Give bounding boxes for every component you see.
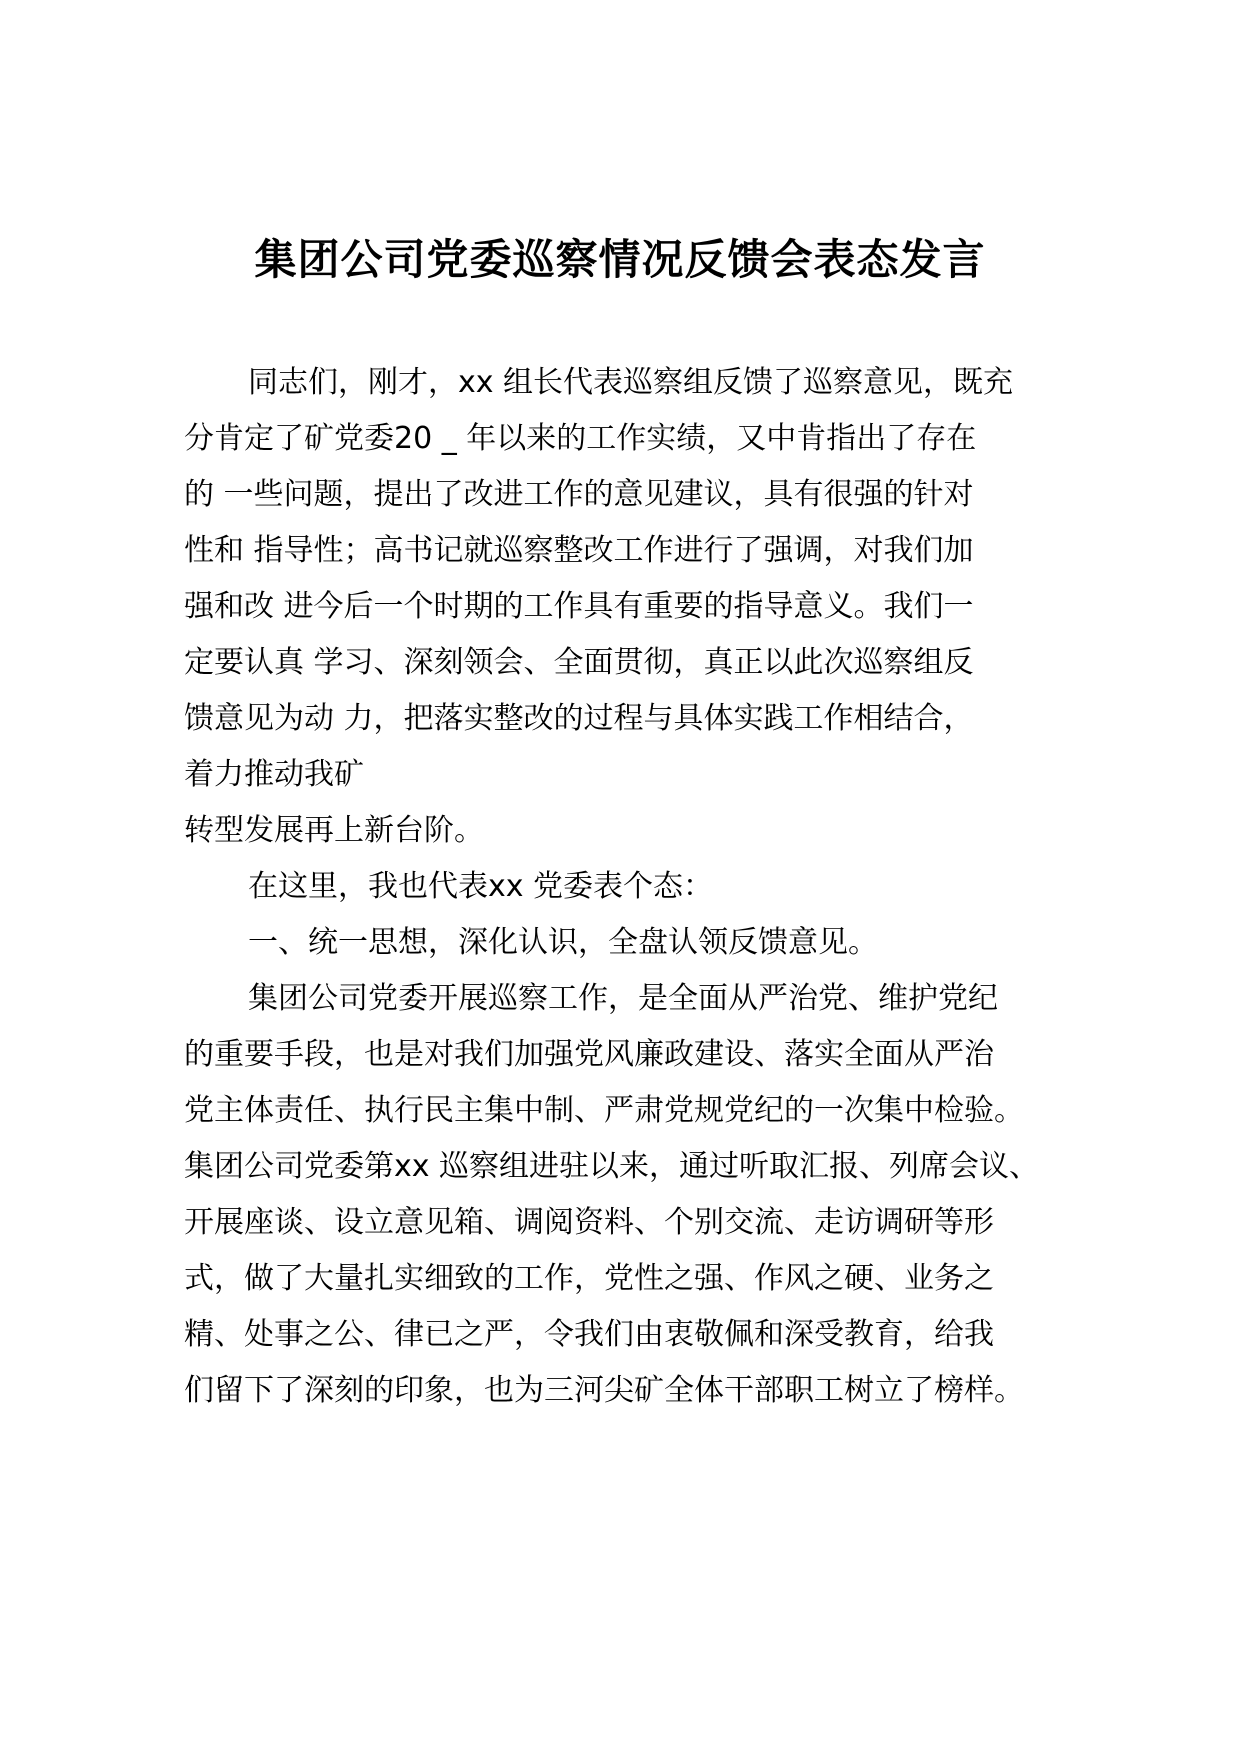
paragraph-line: 的重要手段，也是对我们加强党风廉政建设、落实全面从严治 — [184, 1037, 994, 1072]
paragraph-line: 分肯定了矿党委20 _ 年以来的工作实绩，又中肯指出了存在 — [184, 421, 977, 456]
paragraph-line: 集团公司党委第xx 巡察组进驻以来，通过听取汇报、列席会议、 — [184, 1149, 1040, 1184]
paragraph-line: 式，做了大量扎实细致的工作，党性之强、作风之硬、业务之 — [184, 1261, 994, 1296]
paragraph-line: 精、处事之公、律已之严，令我们由衷敬佩和深受教育，给我 — [184, 1317, 994, 1352]
paragraph-line: 集团公司党委开展巡察工作，是全面从严治党、维护党纪 — [248, 981, 998, 1016]
document-title: 集团公司党委巡察情况反馈会表态发言 — [254, 235, 986, 284]
paragraph-line: 们留下了深刻的印象，也为三河尖矿全体干部职工树立了榜样。 — [184, 1373, 1024, 1408]
section-heading: 一、统一思想，深化认识，全盘认领反馈意见。 — [248, 925, 878, 960]
paragraph-line: 强和改 进今后一个时期的工作具有重要的指导意义。我们一 — [184, 589, 974, 624]
paragraph-line: 的 一些问题，提出了改进工作的意见建议，具有很强的针对 — [184, 477, 974, 512]
paragraph-line: 开展座谈、设立意见箱、调阅资料、个别交流、走访调研等形 — [184, 1205, 994, 1240]
paragraph-line: 转型发展再上新台阶。 — [184, 813, 484, 848]
paragraph-line: 着力推动我矿 — [184, 757, 364, 792]
paragraph-line: 党主体责任、执行民主集中制、严肃党规党纪的一次集中检验。 — [184, 1093, 1024, 1128]
paragraph-line: 同志们，刚才，xx 组长代表巡察组反馈了巡察意见，既充 — [248, 365, 1014, 400]
paragraph-line: 馈意见为动 力，把落实整改的过程与具体实践工作相结合， — [184, 701, 974, 736]
paragraph-line: 定要认真 学习、深刻领会、全面贯彻，真正以此次巡察组反 — [184, 645, 974, 680]
paragraph-line: 在这里，我也代表xx 党委表个态： — [248, 869, 714, 904]
paragraph-line: 性和 指导性；高书记就巡察整改工作进行了强调，对我们加 — [184, 533, 974, 568]
